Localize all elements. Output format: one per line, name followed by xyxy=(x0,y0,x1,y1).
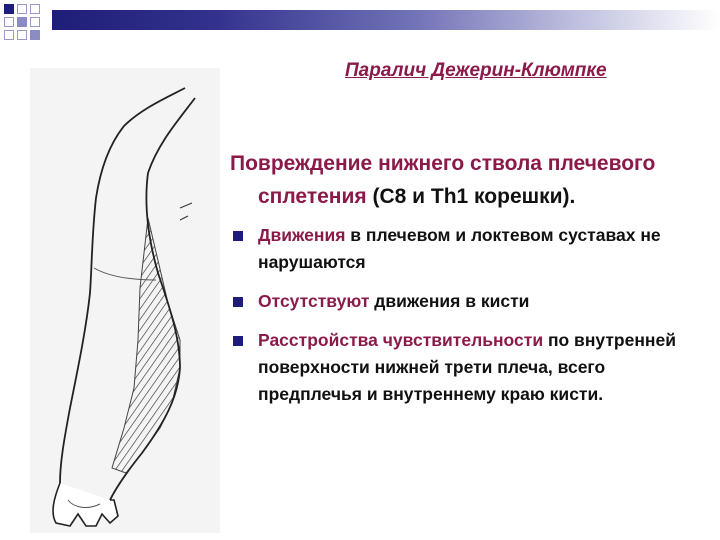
corner-square xyxy=(17,17,27,27)
bullet-highlight: Отсутствуют xyxy=(258,291,370,311)
content-area xyxy=(230,147,705,420)
corner-square xyxy=(30,4,40,14)
bullet-square-icon xyxy=(233,297,243,307)
bullet-highlight: Расстройства чувствительности xyxy=(258,330,544,350)
corner-square xyxy=(17,30,27,40)
bullet-text: по внутренней поверхности нижней трети плеча, всего предплечья и внутреннему краю кисти. xyxy=(258,330,676,404)
statement-highlight: Повреждение нижнего ствола плечевого сплетения xyxy=(230,152,656,208)
slide-title: Паралич Дежерин-Клюмпке xyxy=(345,60,607,81)
bullet-square-icon xyxy=(233,231,243,241)
bullet-text: в плечевом и локтевом суставах не нарушаются xyxy=(258,225,661,272)
corner-square xyxy=(30,17,40,27)
bullet-item xyxy=(230,288,705,315)
bullet-item xyxy=(230,222,705,276)
bullet-list xyxy=(230,222,705,408)
statement-rest: (C8 и Th1 корешки). xyxy=(366,185,576,208)
bullet-text: движения в кисти xyxy=(369,291,530,311)
arm-illustration xyxy=(30,68,220,533)
bullet-highlight: Движения xyxy=(258,225,346,245)
corner-square xyxy=(30,30,40,40)
corner-square xyxy=(4,17,14,27)
corner-square xyxy=(17,4,27,14)
main-statement xyxy=(230,147,705,213)
bullet-square-icon xyxy=(233,336,243,346)
bullet-item xyxy=(230,327,705,408)
corner-square xyxy=(4,4,14,14)
corner-square xyxy=(4,30,14,40)
header-gradient-bar xyxy=(52,10,720,30)
